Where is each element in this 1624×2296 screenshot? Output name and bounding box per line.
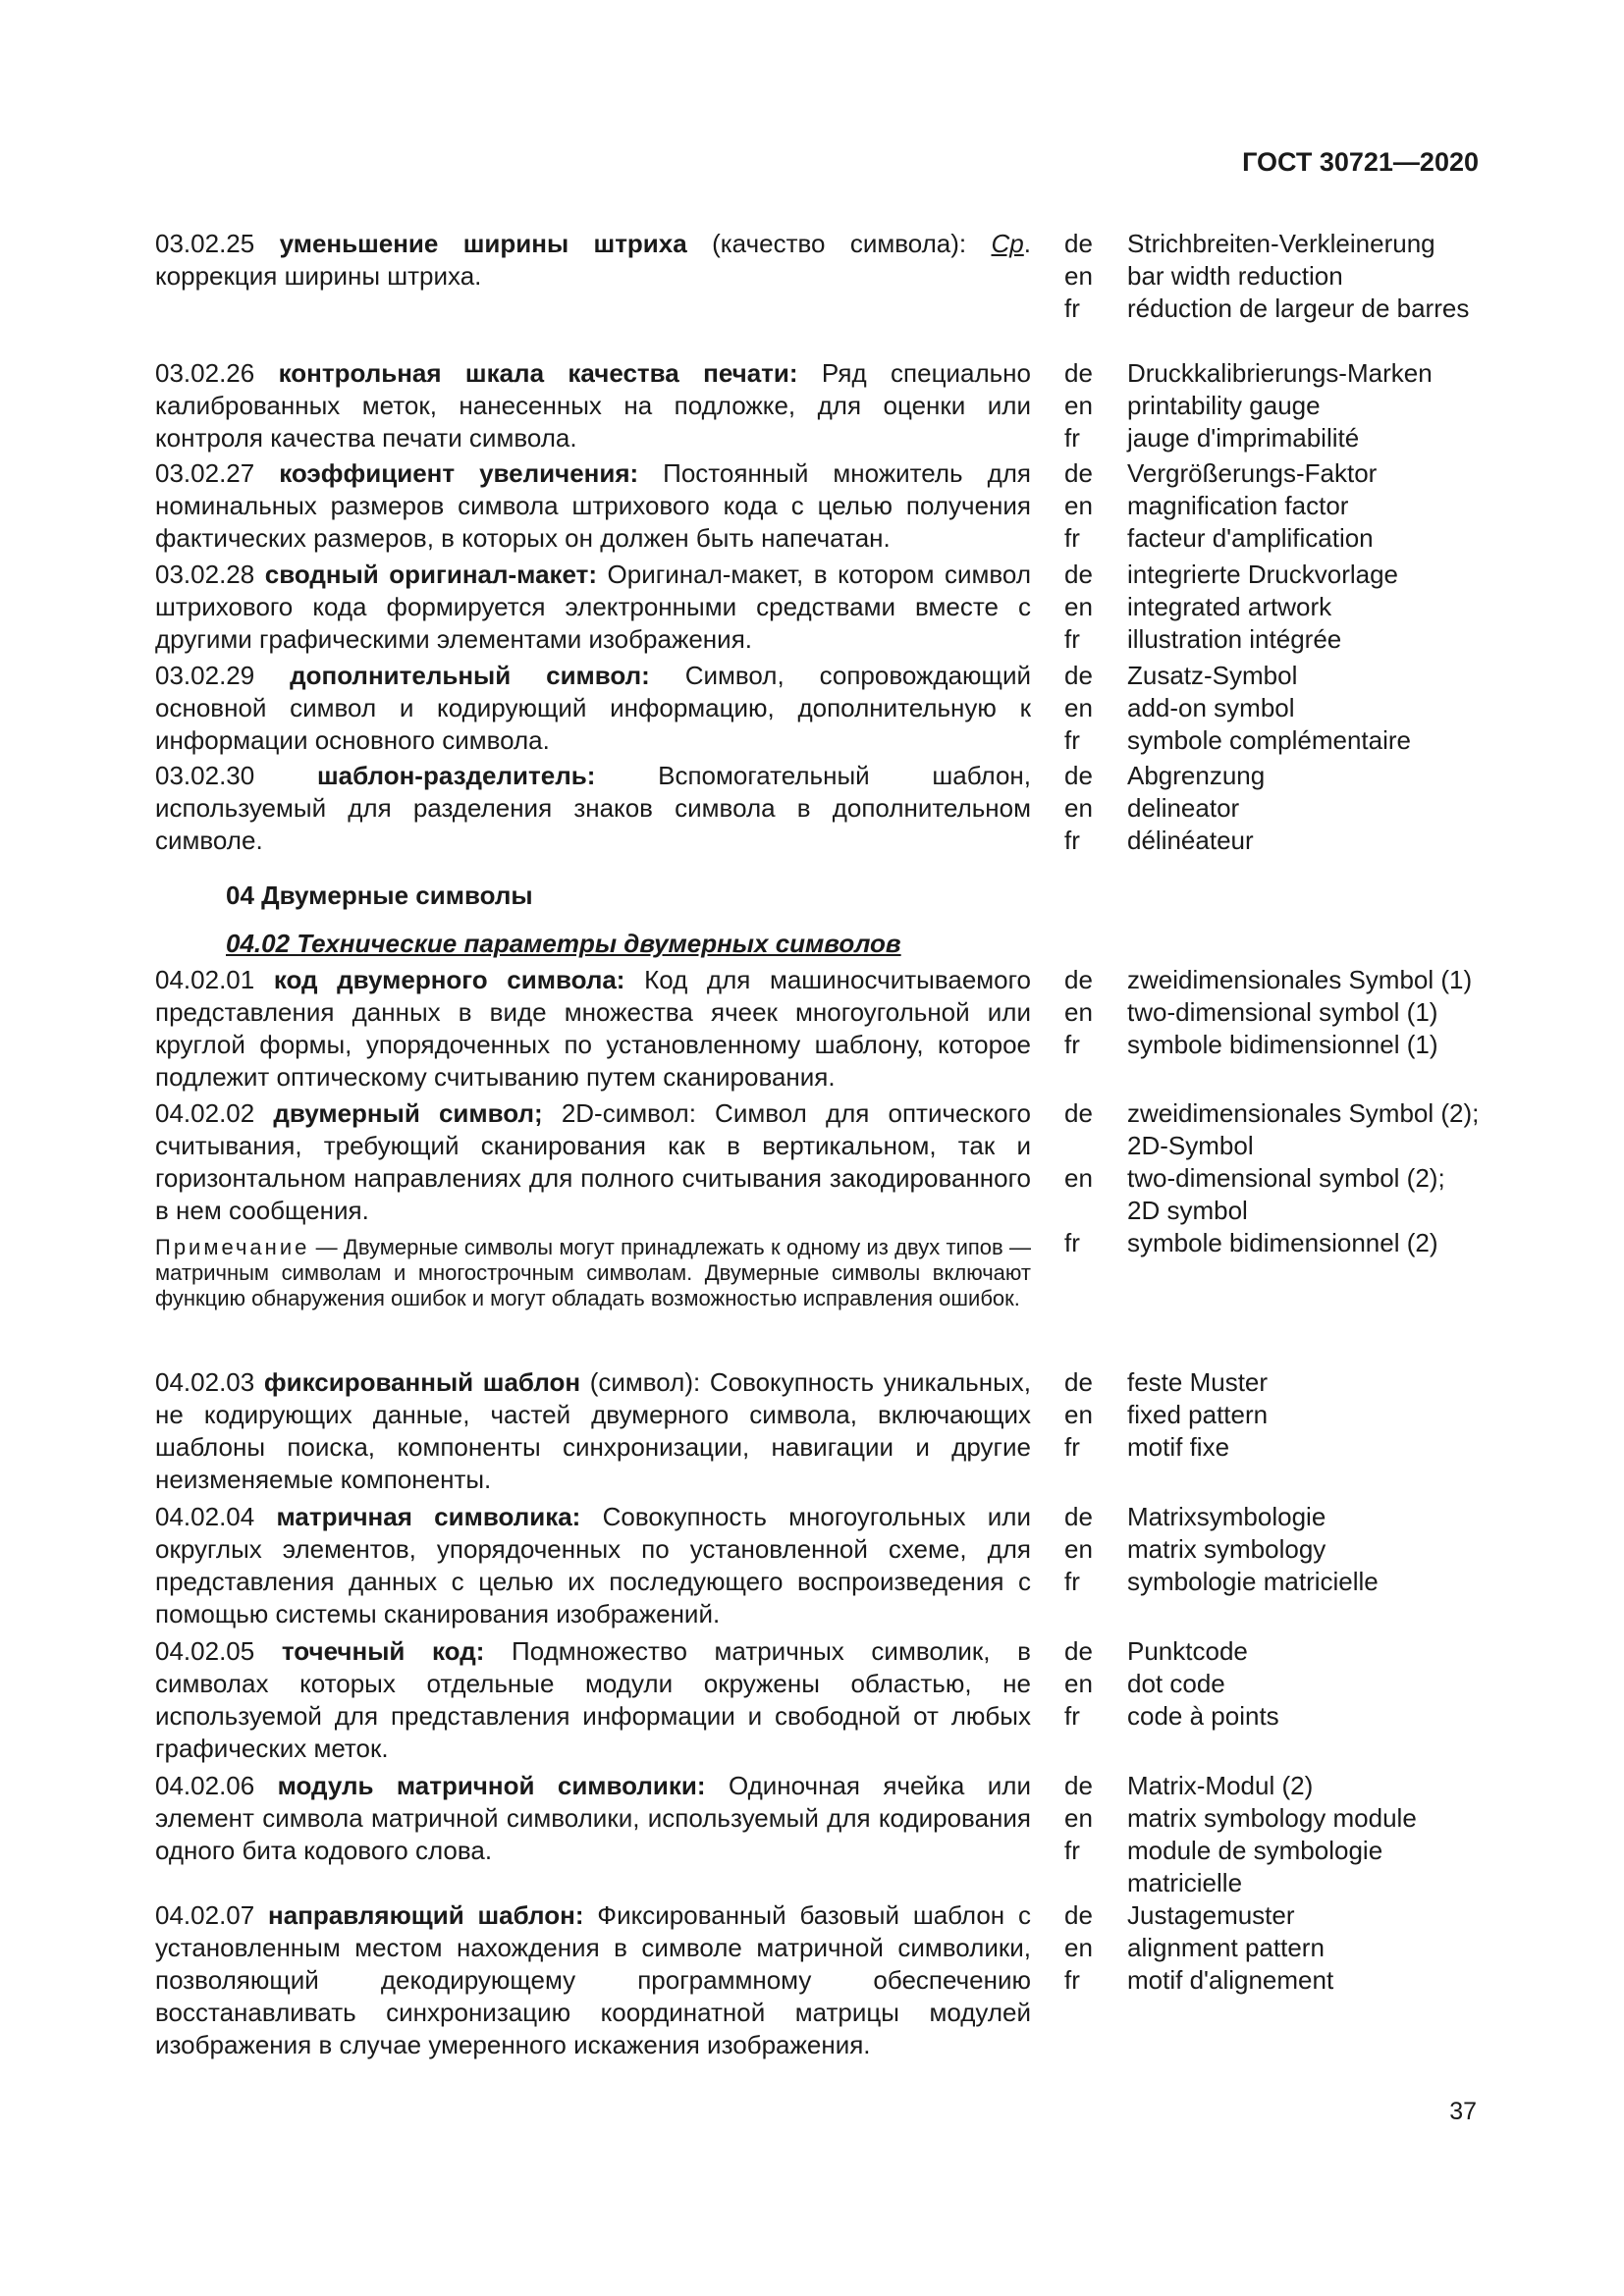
entry-translations: de Matrixsymbologie en matrix symbology fr symbologie matricielle — [1064, 1502, 1379, 1596]
term-entry-03-02-25 — [155, 228, 1481, 325]
term-entry-03-02-26 — [155, 357, 1481, 454]
term-entry-03-02-30 — [155, 760, 1481, 857]
entry-translations: de Matrix-Modul (2) en matrix symbology module fr module de symbologie matricielle — [1064, 1771, 1417, 1897]
entry-translations: de Punktcode en dot code fr code à points — [1064, 1636, 1279, 1731]
entry-definition: 03.02.28 сводный оригинал-макет: Оригинал-макет, в котором символ штрихового кода формируется электронными средствами вместе с другими графическими элементами изображения. — [155, 560, 1031, 654]
note-label: Примечание — [155, 1235, 310, 1259]
entry-definition: 04.02.03 фиксированный шаблон (символ): Совокупность уникальных, не кодирующих данные, частей двумерного символа, включающих шаблоны поиска, компоненты синхронизации, навигации и другие неизменяемые компоненты. — [155, 1367, 1031, 1494]
entry-term: дополнительный символ: — [290, 661, 650, 690]
document-header: ГОСТ 30721—2020 — [1242, 147, 1479, 177]
subsection-heading: 04.02 Технические параметры двумерных символов — [226, 929, 901, 958]
entry-term: матричная символика: — [276, 1502, 581, 1531]
entry-term: коэффициент увеличения: — [279, 458, 639, 488]
entry-translations: de zweidimensionales Symbol (2); 2D-Symbol en two-dimensional symbol (2); 2D symbol fr symbole bidimensionnel (2) — [1064, 1098, 1480, 1257]
entry-term: контрольная шкала качества печати: — [278, 358, 798, 388]
term-entry-04-02-06 — [155, 1770, 1481, 1899]
entry-term: уменьшение ширины штриха — [279, 229, 687, 258]
entry-definition: 03.02.26 контрольная шкала качества печати: Ряд специально калиброванных меток, нанесенных на подложке, для оценки или контроля качества печати символа. — [155, 358, 1031, 453]
term-entry-03-02-29 — [155, 660, 1481, 757]
cross-reference: Ср — [991, 229, 1024, 258]
entry-term: сводный оригинал-макет: — [264, 560, 598, 589]
entry-translations: de feste Muster en fixed pattern fr motif fixe — [1064, 1367, 1269, 1462]
entry-term: модуль матричной символики: — [277, 1771, 706, 1800]
term-entry-04-02-04 — [155, 1501, 1481, 1630]
entry-definition: 04.02.01 код двумерного символа: Код для машиносчитываемого представления данных в виде множества ячеек многоугольной или круглой формы, упорядоченных по установленному шаблону, которое подлежит оптическому считыванию путем сканирования. — [155, 965, 1031, 1092]
entry-definition: 03.02.30 шаблон-разделитель: Вспомогательный шаблон, используемый для разделения знаков символа в дополнительном символе. — [155, 761, 1031, 855]
entry-translations: de Zusatz-Symbol en add-on symbol fr symbole complémentaire — [1064, 661, 1412, 755]
entry-definition: 04.02.02 двумерный символ; 2D-символ: Символ для оптического считывания, требующий сканирования как в вертикальном, так и горизонтальном направлениях для полного считывания закодированного в нем сообщения. Примечание — Двумерные символы могут принадлежать к одному из двух типов — матричным символам и многострочным символам. Двумерные символы включают функцию обнаружения ошибок и могут обладать возможностью исправления ошибок. — [155, 1098, 1031, 1310]
entry-translations: de integrierte Druckvorlage en integrated artwork fr illustration intégrée — [1064, 560, 1399, 654]
entry-definition: 04.02.06 модуль матричной символики: Одиночная ячейка или элемент символа матричной символики, используемый для кодирования одного бита кодового слова. — [155, 1771, 1031, 1865]
term-entry-04-02-05 — [155, 1635, 1481, 1765]
entry-definition: 03.02.25 уменьшение ширины штриха (качество символа): Ср. коррекция ширины штриха. — [155, 229, 1031, 291]
term-entry-04-02-01 — [155, 964, 1481, 1094]
entry-term: шаблон-разделитель: — [317, 761, 596, 790]
entry-translations: de Druckkalibrierungs-Marken en printability gauge fr jauge d'imprimabilité — [1064, 358, 1433, 453]
entry-translations: de Justagemuster en alignment pattern fr motif d'alignement — [1064, 1900, 1334, 1995]
term-entry-04-02-02 — [155, 1097, 1481, 1311]
entry-term: фиксированный шаблон — [263, 1367, 581, 1397]
entry-definition: 04.02.05 точечный код: Подмножество матричных символик, в символах которых отдельные модули окружены областью, не используемой для представления информации и свободной от любых графических меток. — [155, 1636, 1031, 1763]
entry-translations: de zweidimensionales Symbol (1) en two-dimensional symbol (1) fr symbole bidimensionnel (1) — [1064, 965, 1473, 1059]
term-entry-03-02-27 — [155, 457, 1481, 555]
entry-term: двумерный символ; — [273, 1098, 543, 1128]
entry-definition: 03.02.29 дополнительный символ: Символ, сопровождающий основной символ и кодирующий информацию, дополнительную к информации основного символа. — [155, 661, 1031, 755]
term-entry-04-02-07 — [155, 1899, 1481, 2061]
section-heading: 04 Двумерные символы — [226, 881, 533, 910]
entry-definition: 04.02.07 направляющий шаблон: Фиксированный базовый шаблон с установленным местом нахождения в символе матричной символики, позволяющий декодирующему программному обеспечению восстанавливать синхронизацию координатной матрицы модулей изображения в случае умеренного искажения изображения. — [155, 1900, 1031, 2059]
entry-translations: de Strichbreiten-Verkleinerung en bar width reduction fr réduction de largeur de barres — [1064, 229, 1470, 323]
entry-term: направляющий шаблон: — [268, 1900, 584, 1930]
entry-term: точечный код: — [281, 1636, 485, 1666]
term-entry-04-02-03 — [155, 1366, 1481, 1496]
entry-definition: 04.02.04 матричная символика: Совокупность многоугольных или округлых элементов, упорядоченных по установленной схеме, для представления данных с целью их последующего воспроизведения с помощью системы сканирования изображений. — [155, 1502, 1031, 1629]
entry-note: Примечание — Двумерные символы могут принадлежать к одному из двух типов — матричным символам и многострочным символам. Двумерные символы включают функцию обнаружения ошибок и могут обладать возможностью исправления ошибок. — [155, 1235, 1031, 1310]
entry-translations: de Vergrößerungs-Faktor en magnification factor fr facteur d'amplification — [1064, 458, 1378, 553]
entry-translations: de Abgrenzung en delineator fr délinéateur — [1064, 761, 1266, 855]
term-entry-03-02-28 — [155, 559, 1481, 656]
entry-term: код двумерного символа: — [273, 965, 625, 994]
page-number: 37 — [1449, 2098, 1477, 2125]
entry-definition: 03.02.27 коэффициент увеличения: Постоянный множитель для номинальных размеров символа штрихового кода с целью получения фактических размеров, в которых он должен быть напечатан. — [155, 458, 1031, 553]
